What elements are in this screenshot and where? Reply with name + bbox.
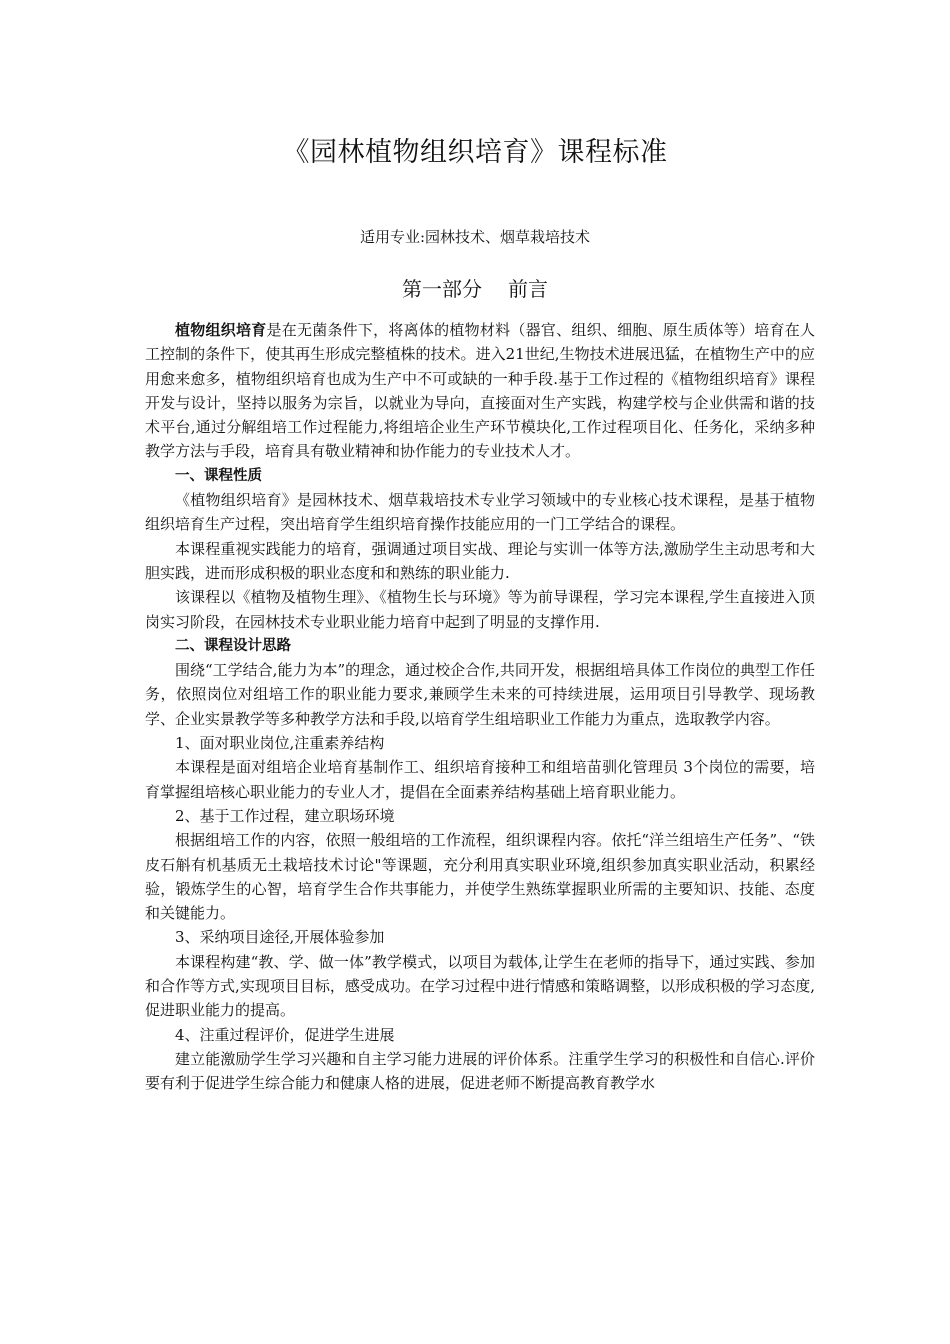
section1-heading: 一、课程性质 bbox=[175, 467, 262, 484]
document-title: 《园林植物组织培育》课程标准 bbox=[282, 137, 668, 168]
section1-paragraph-3: 该课程以《植物及植物生理》、《植物生长与环境》等为前导课程，学习完本课程,学生直接进入顶岗实习阶段，在园林技术专业职业能力培育中起到了明显的支撑作用. bbox=[145, 588, 815, 631]
part-heading-title: 前言 bbox=[508, 277, 548, 301]
intro-text: 是在无菌条件下，将离体的植物材料（器官、组织、细胞、原生质体等）培育在人工控制的条件下，使其再生形成完整植株的技术。进入21世纪,生物技术进展迅猛，在植物生产中的应用愈来愈多，植物组织培育也成为生产中不可或缺的一种手段.基于工作过程的《植物组织培育》课程开发与设计，坚持以服务为宗旨，以就业为导向，直接面对生产实践，构建学校与企业供需和谐的技术平台,通过分解组培工作过程能力,将组培企业生产环节模块化,工作过程项目化、任务化，采纳多种教学方法与手段，培育具有敬业精神和协作能力的专业技术人才。 bbox=[145, 321, 815, 461]
part-heading bbox=[0, 273, 950, 302]
item1-paragraph: 本课程是面对组培企业培育基制作工、组织培育接种工和组培苗驯化管理员 3个岗位的需要，培育掌握组培核心职业能力的专业人才，提倡在全面素养结构基础上培育职业能力。 bbox=[145, 758, 815, 801]
item2-heading: 2、基于工作过程，建立职场环境 bbox=[175, 806, 395, 825]
item4-paragraph: 建立能激励学生学习兴趣和自主学习能力进展的评价体系。注重学生学习的积极性和自信心.评价要有利于促进学生综合能力和健康人格的进展，促进老师不断提高教育教学水 bbox=[145, 1049, 815, 1093]
item3-paragraph: 本课程构建“教、学、做一体”教学模式，以项目为载体,让学生在老师的指导下，通过实践、参加和合作等方式,实现项目目标，感受成功。在学习过程中进行情感和策略调整，以形成积极的学习态度,促进职业能力的提高。 bbox=[145, 952, 815, 1020]
section1-paragraph-2: 本课程重视实践能力的培育，强调通过项目实战、理论与实训一体等方法,激励学生主动思考和大胆实践，进而形成积极的职业态度和和熟练的职业能力. bbox=[145, 539, 815, 582]
item2-paragraph: 根据组培工作的内容，依照一般组培的工作流程，组织课程内容。依托“洋兰组培生产任务”、“铁皮石斛有机基质无土栽培技术讨论"等课题，充分利用真实职业环境,组织参加真实职业活动，积累经验，锻炼学生的心智，培育学生合作共事能力，并使学生熟练掌握职业所需的主要知识、技能、态度和关键能力。 bbox=[145, 831, 815, 923]
section1-paragraph-1: 《植物组织培育》是园林技术、烟草栽培技术专业学习领域中的专业核心技术课程，是基于植物组织培育生产过程，突出培育学生组织培育操作技能应用的一门工学结合的课程。 bbox=[145, 491, 815, 534]
part-heading-number: 第一部分 bbox=[402, 277, 482, 301]
section2-heading: 二、课程设计思路 bbox=[175, 637, 291, 654]
item1-heading: 1、面对职业岗位,注重素养结构 bbox=[175, 734, 385, 753]
item4-heading: 4、注重过程评价，促进学生进展 bbox=[175, 1025, 395, 1044]
intro-paragraph bbox=[145, 318, 815, 464]
document-body bbox=[145, 318, 815, 1096]
applicable-majors: 适用专业:园林技术、烟草栽培技术 bbox=[359, 228, 591, 246]
intro-lead-term: 植物组织培育 bbox=[175, 321, 267, 339]
item3-heading: 3、采纳项目途径,开展体验参加 bbox=[175, 928, 385, 947]
section2-paragraph-1: 围绕“工学结合,能力为本”的理念，通过校企合作,共同开发，根据组培具体工作岗位的典型工作任务，依照岗位对组培工作的职业能力要求,兼顾学生未来的可持续进展，运用项目引导教学、现场教学、企业实景教学等多种教学方法和手段,以培育学生组培职业工作能力为重点，选取教学内容。 bbox=[145, 661, 815, 728]
